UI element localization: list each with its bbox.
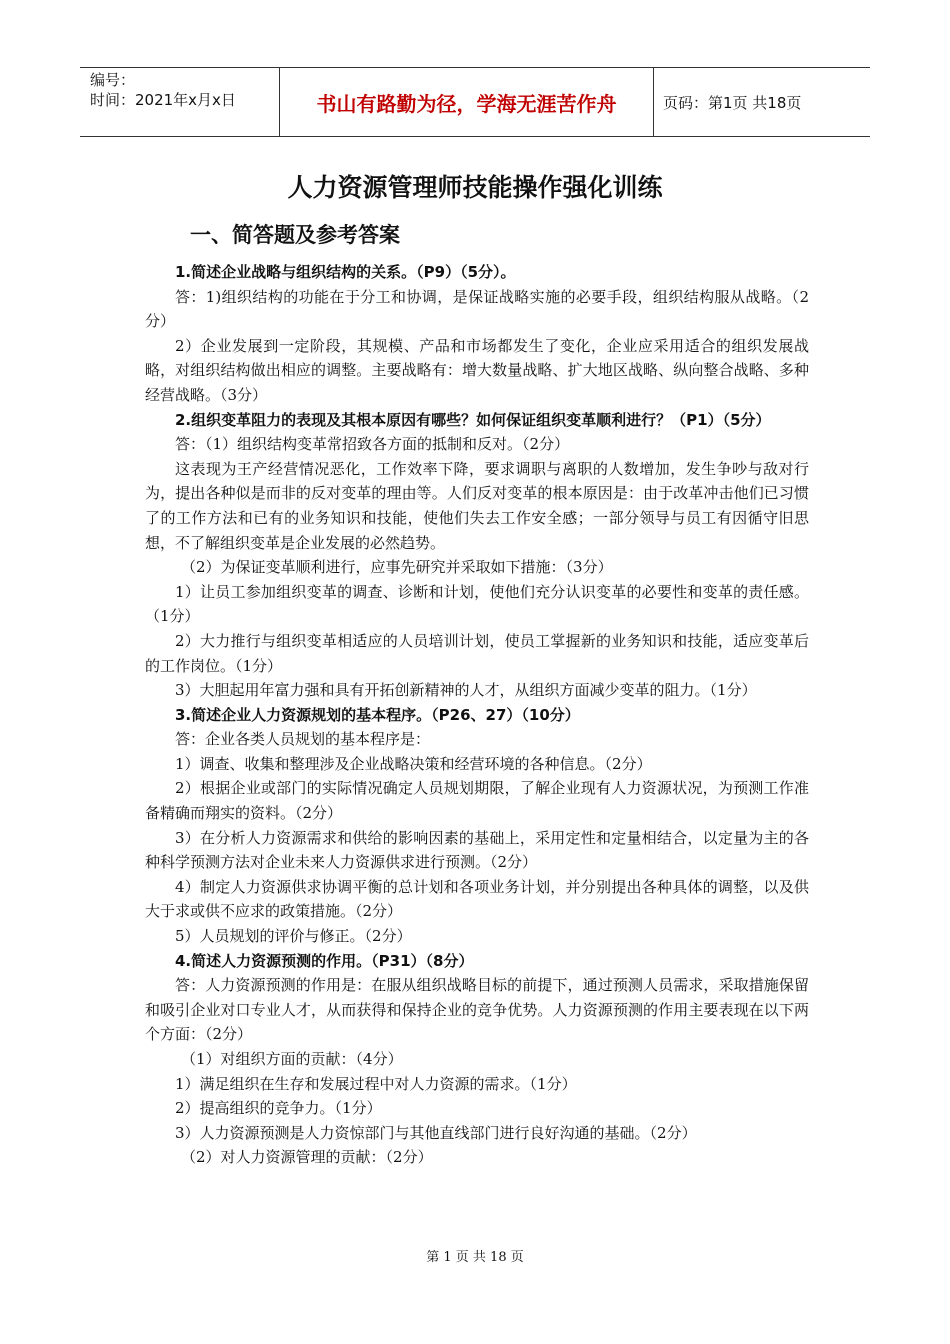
time-label: 时间：2021年x月x日	[90, 91, 236, 109]
paragraph: （1）对组织方面的贡献：（4分）	[181, 1050, 403, 1068]
paragraph: （2）对人力资源管理的贡献：（2分）	[181, 1148, 433, 1167]
paragraph: 4）制定人力资源供求协调平衡的总计划和各项业务计划，并分别提出各种具体的调整，以及供大于求或供不应求的政策措施。（2分）	[145, 877, 809, 921]
document-body	[145, 260, 809, 1170]
paragraph: 2）大力推行与组织变革相适应的人员培训计划，使员工掌握新的业务知识和技能，适应变革后的工作岗位。（1分）	[145, 631, 809, 675]
paragraph: 3）人力资源预测是人力资惊部门与其他直线部门进行良好沟通的基础。（2分）	[175, 1123, 697, 1142]
header-meta	[80, 68, 280, 136]
header-page-info: 页码：第1页 共18页	[663, 93, 802, 112]
paragraph: 2）提高组织的竞争力。（1分）	[175, 1099, 382, 1118]
paragraph: 3）大胆起用年富力强和具有开拓创新精神的人才，从组织方面减少变革的阻力。（1分）	[175, 681, 757, 700]
paragraph: 答：企业各类人员规划的基本程序是：	[175, 730, 431, 749]
paragraph: 5）人员规划的评价与修正。（2分）	[175, 927, 412, 946]
question-heading: 3.简述企业人力资源规划的基本程序。（P26、27）（10分）	[175, 705, 580, 724]
paragraph: 答：人力资源预测的作用是：在服从组织战略目标的前提下，通过预测人员需求，采取措施保留和吸引企业对口专业人才，从而获得和保持企业的竞争优势。人力资源预测的作用主要表现在以下两个方面：（2分）	[145, 976, 809, 1044]
paragraph: 3）在分析人力资源需求和供给的影响因素的基础上，采用定性和定量相结合，以定量为主的各种科学预测方法对企业未来人力资源供求进行预测。（2分）	[145, 828, 809, 872]
paragraph: 这表现为王产经营情况恶化，工作效率下降，要求调职与离职的人数增加，发生争吵与敌对行为，提出各种似是而非的反对变革的理由等。人们反对变革的根本原因是：由于改革冲击他们已习惯了的工作方法和已有的业务知识和技能，使他们失去工作安全感；一部分领导与员工有因循守旧思想，不了解组织变革是企业发展的必然趋势。	[145, 459, 809, 552]
question-heading: 1.简述企业战略与组织结构的关系。（P9）（5分）。	[175, 263, 516, 281]
paragraph: 1）让员工参加组织变革的调查、诊断和计划，使他们充分认识变革的必要性和变革的责任感。（1分）	[145, 582, 809, 626]
section-title: 一、简答题及参考答案	[190, 223, 400, 247]
paragraph: （2）为保证变革顺利进行，应事先研究并采取如下措施：（3分）	[181, 558, 613, 577]
paragraph: 2）根据企业或部门的实际情况确定人员规划期限，了解企业现有人力资源状况，为预测工作准备精确而翔实的资料。（2分）	[145, 779, 809, 823]
header-motto: 书山有路勤为径，学海无涯苦作舟	[280, 68, 654, 136]
number-label: 编号：	[90, 71, 136, 89]
paragraph: 2）企业发展到一定阶段，其规模、产品和市场都发生了变化，企业应采用适合的组织发展战略，对组织结构做出相应的调整。主要战略有：增大数量战略、扩大地区战略、纵向整合战略、多种经营战略。（3分）	[145, 336, 809, 404]
paragraph: 答：（1）组织结构变革常招致各方面的抵制和反对。（2分）	[175, 435, 570, 454]
question-heading: 2.组织变革阻力的表现及其根本原因有哪些？如何保证组织变革顺利进行？（P1）（5分）	[175, 410, 771, 429]
paragraph: 1）调查、收集和整理涉及企业战略决策和经营环境的各种信息。（2分）	[175, 754, 652, 773]
paragraph: 1）满足组织在生存和发展过程中对人力资源的需求。（1分）	[175, 1074, 577, 1093]
question-heading: 4.简述人力资源预测的作用。（P31）（8分）	[175, 951, 474, 970]
page-header	[80, 67, 870, 137]
page-footer: 第 1 页 共 18 页	[426, 1250, 524, 1265]
paragraph: 答：1)组织结构的功能在于分工和协调，是保证战略实施的必要手段，组织结构服从战略。（2分）	[145, 287, 809, 331]
document-title: 人力资源管理师技能操作强化训练	[287, 173, 663, 202]
